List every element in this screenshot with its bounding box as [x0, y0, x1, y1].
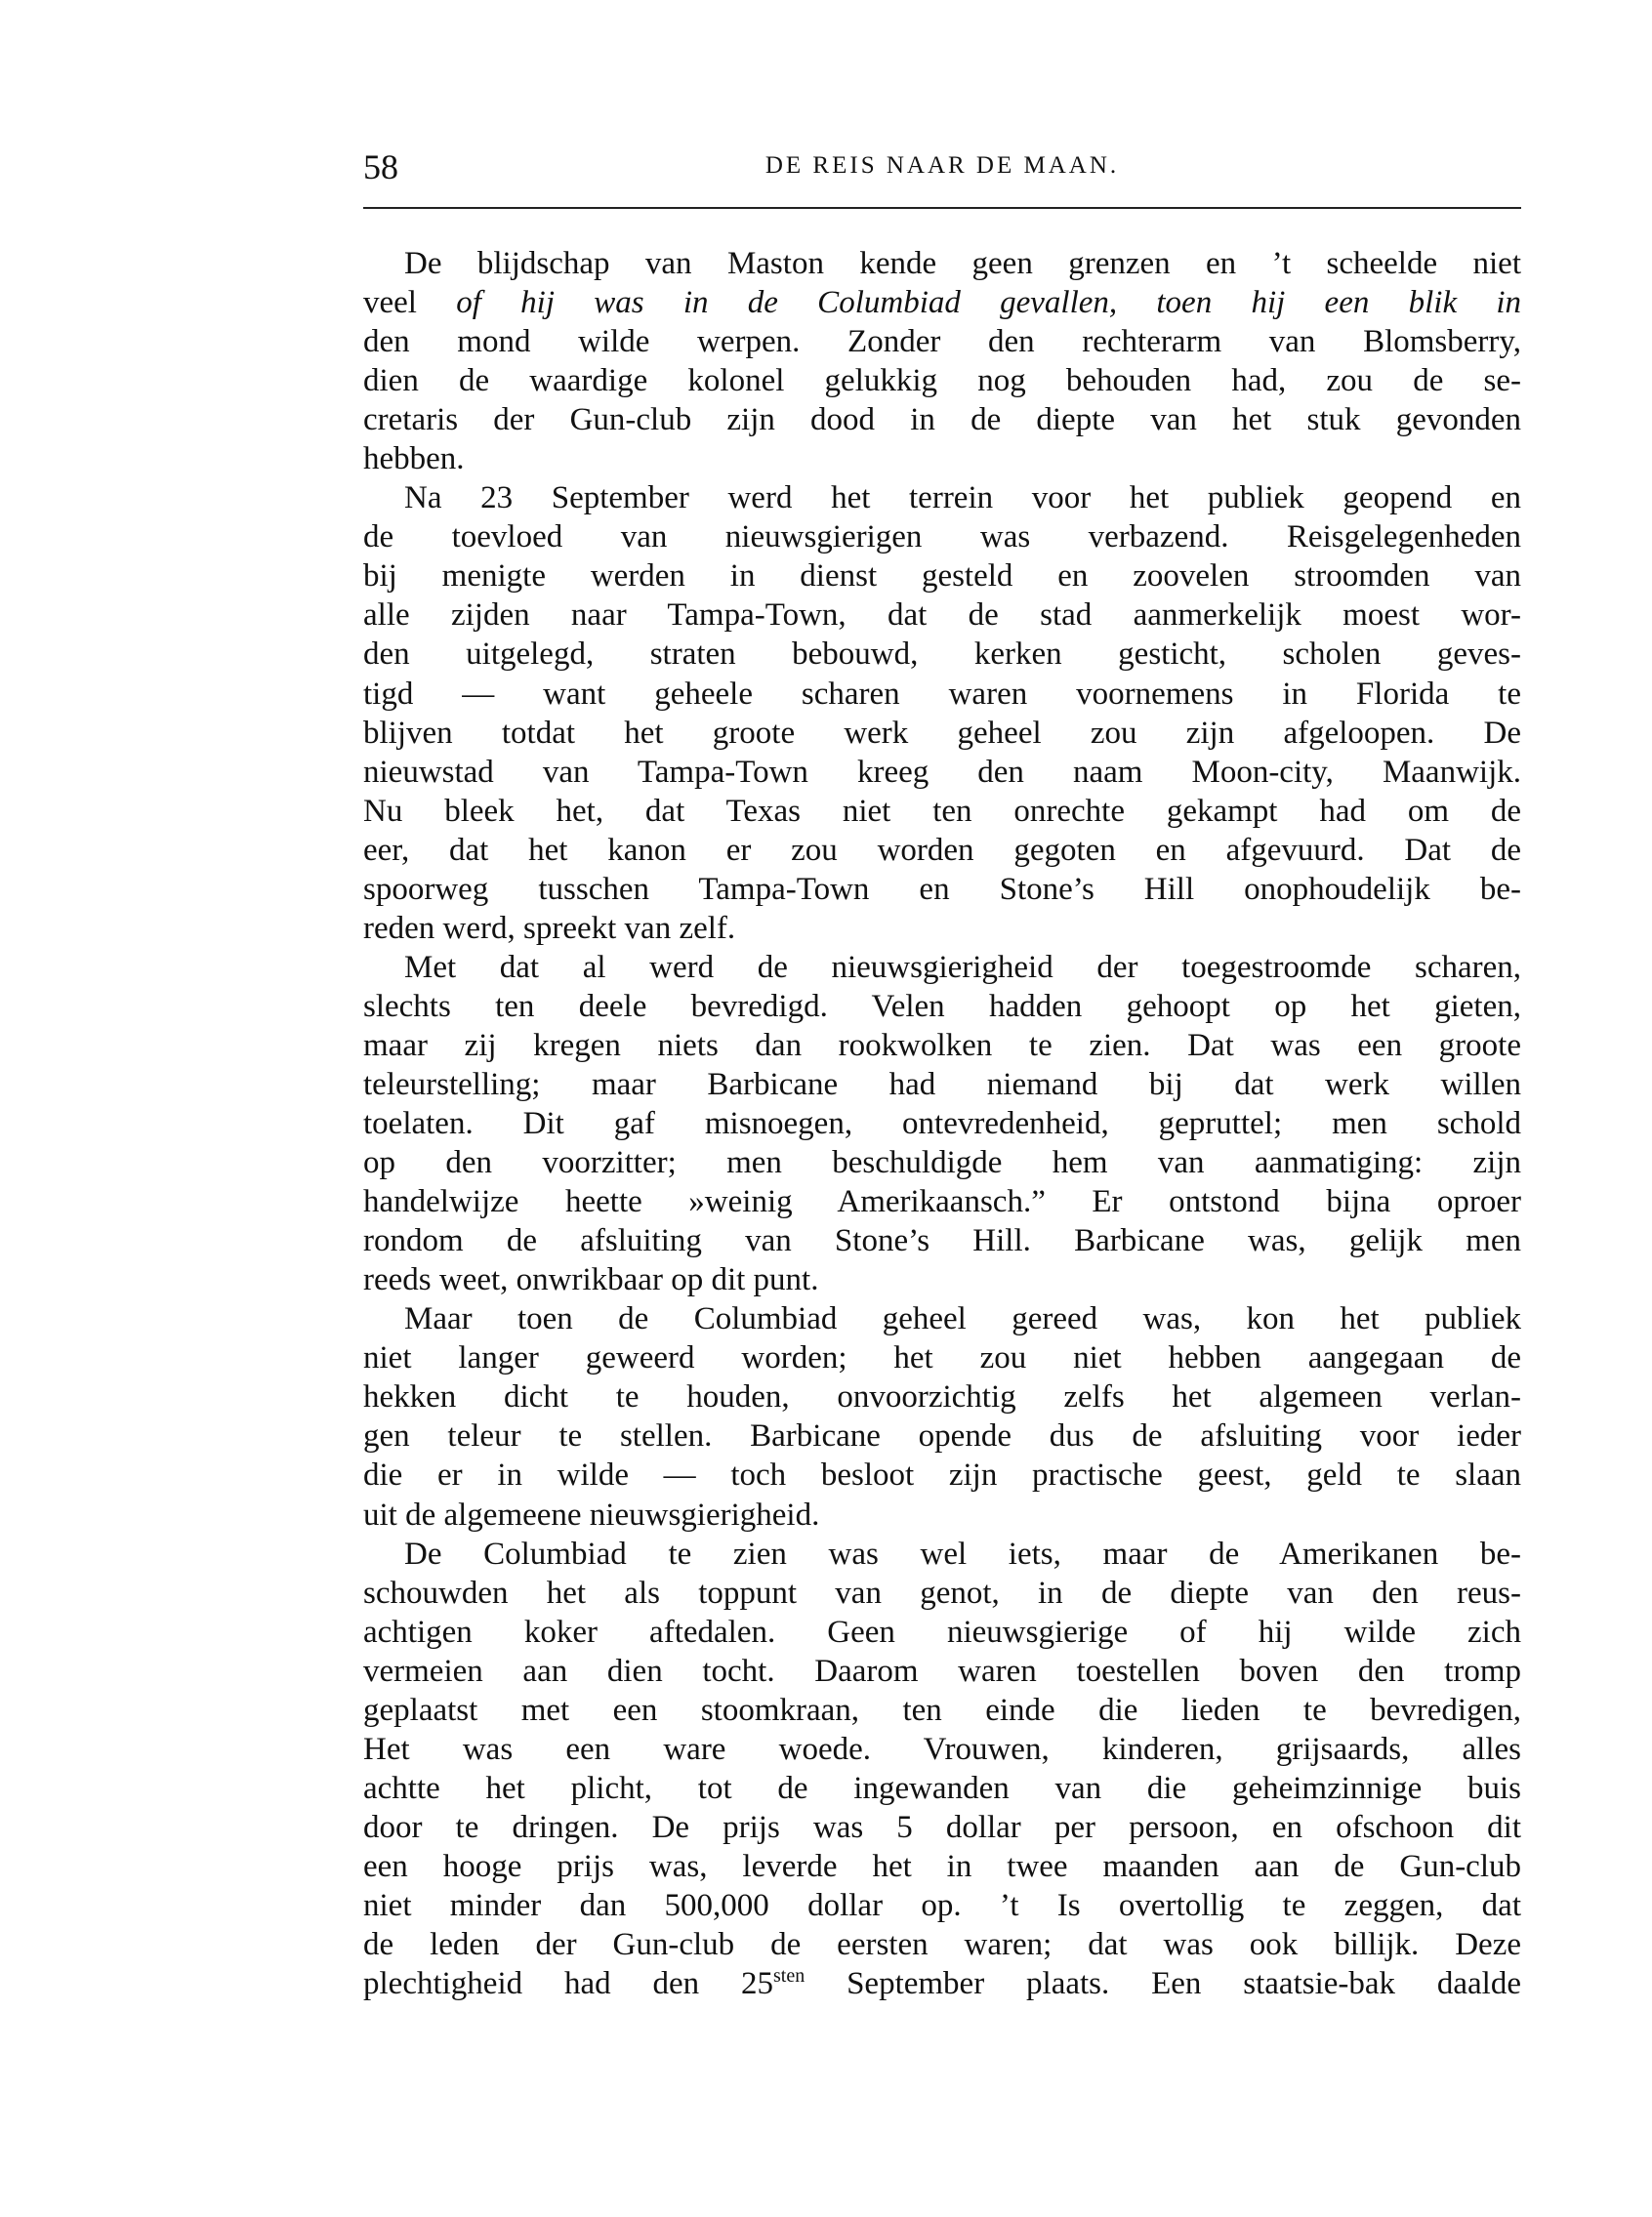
text-line — [363, 1886, 1521, 1925]
text-segment: blijven totdat het groote werk geheel zou zijn afgeloopen. De — [363, 715, 1521, 751]
text-line — [363, 1182, 1521, 1221]
text-segment: schouwden het als toppunt van genot, in de diepte van den reus- — [363, 1575, 1521, 1611]
text-segment: den mond wilde werpen. Zonder den rechterarm van Blomsberry, — [363, 324, 1521, 360]
text-line — [363, 1299, 1521, 1338]
text-line — [363, 635, 1521, 674]
text-line — [363, 1456, 1521, 1495]
text-line — [363, 1026, 1521, 1065]
text-segment: gen teleur te stellen. Barbicane opende dus de afsluiting voor ieder — [363, 1418, 1521, 1455]
text-segment: niet minder dan 500,000 dollar op. ’t Is overtollig te zeggen, dat — [363, 1887, 1521, 1923]
text-segment: een hooge prijs was, leverde het in twee maanden aan de Gun-club — [363, 1848, 1521, 1884]
text-segment: nieuwstad van Tampa-Town kreeg den naam Moon-city, Maanwijk. — [363, 754, 1521, 790]
text-line — [363, 1416, 1521, 1456]
text-line — [363, 1964, 1521, 2003]
paragraph — [363, 478, 1521, 948]
text-line — [363, 400, 1521, 439]
italic-text: of hij was in de Columbiad gevallen, toen hij een blik in — [456, 285, 1522, 321]
text-line — [363, 517, 1521, 556]
text-line — [363, 1104, 1521, 1143]
text-line — [363, 831, 1521, 870]
running-title: DE REIS NAAR DE MAAN. — [764, 152, 1120, 179]
text-line — [363, 556, 1521, 595]
text-line — [363, 987, 1521, 1026]
text-segment: De blijdschap van Maston kende geen grenzen en ’t scheelde niet — [404, 246, 1521, 281]
text-segment: De Columbiad te zien was wel iets, maar de Amerikanen be- — [404, 1536, 1521, 1572]
text-segment: alle zijden naar Tampa-Town, dat de stad aanmerkelijk moest wor- — [363, 597, 1521, 634]
paragraph — [363, 948, 1521, 1299]
text-segment: achtigen koker aftedalen. Geen nieuwsgierige of hij wilde zich — [363, 1614, 1521, 1650]
text-line — [363, 1496, 1521, 1535]
page-number: 58 — [363, 147, 398, 186]
text-line — [363, 322, 1521, 361]
text-segment: handelwijze heette »weinig Amerikaansch.” Er ontstond bijna oproer — [363, 1184, 1521, 1220]
text-segment: op den voorzitter; men beschuldigde hem van aanmatiging: zijn — [363, 1145, 1521, 1181]
text-line — [363, 1613, 1521, 1652]
text-segment: Nu bleek het, dat Texas niet ten onrechte gekampt had om de — [363, 793, 1521, 829]
text-segment: hekken dicht te houden, onvoorzichtig zelfs het algemeen verlan- — [363, 1379, 1521, 1416]
paragraph — [363, 1299, 1521, 1534]
running-header — [363, 146, 1521, 189]
text-segment: cretaris der Gun-club zijn dood in de diepte van het stuk gevonden — [363, 402, 1521, 438]
text-segment: geplaatst met een stoomkraan, ten einde die lieden te bevredigen, — [363, 1692, 1521, 1728]
text-segment: bij menigte werden in dienst gesteld en zoovelen stroomden van — [363, 558, 1521, 595]
text-line — [363, 283, 1521, 322]
text-line — [363, 1535, 1521, 1574]
text-segment: eer, dat het kanon er zou worden gegoten en afgevuurd. Dat de — [363, 832, 1521, 868]
text-line — [363, 1769, 1521, 1808]
text-line — [363, 244, 1521, 283]
text-segment: Maar toen de Columbiad geheel gereed was, kon het publiek — [404, 1301, 1521, 1337]
text-line — [363, 1691, 1521, 1730]
text-segment: slechts ten deele bevredigd. Velen hadden gehoopt op het gieten, — [363, 988, 1521, 1024]
text-segment: achtte het plicht, tot de ingewanden van die geheimzinnige buis — [363, 1770, 1521, 1806]
text-segment: Het was een ware woede. Vrouwen, kinderen, grijsaards, alles — [363, 1731, 1521, 1767]
text-segment: veel — [363, 285, 417, 321]
text-line — [363, 361, 1521, 400]
text-line — [363, 792, 1521, 831]
text-line — [363, 1730, 1521, 1769]
text-line — [363, 1338, 1521, 1377]
text-line — [363, 675, 1521, 714]
text-line — [363, 714, 1521, 753]
page-body — [363, 244, 1521, 2003]
text-segment: uit de algemeene nieuwsgierigheid. — [363, 1497, 820, 1533]
text-line — [363, 1652, 1521, 1691]
header-rule — [363, 207, 1521, 209]
text-line — [363, 1847, 1521, 1886]
text-line — [363, 1377, 1521, 1416]
text-segment: rondom de afsluiting van Stone’s Hill. Barbicane was, gelijk men — [363, 1223, 1521, 1259]
paragraph — [363, 244, 1521, 478]
text-line — [363, 1260, 1521, 1299]
text-line — [363, 478, 1521, 517]
text-segment: niet langer geweerd worden; het zou niet hebben aangegaan de — [363, 1340, 1521, 1376]
text-segment: tigd — want geheele scharen waren voornemens in Florida te — [363, 676, 1521, 712]
text-segment: toelaten. Dit gaf misnoegen, ontevredenheid, gepruttel; men schold — [363, 1106, 1521, 1142]
text-segment: reeds weet, onwrikbaar op dit punt. — [363, 1262, 819, 1298]
text-segment: den uitgelegd, straten bebouwd, kerken gesticht, scholen geves- — [363, 636, 1521, 673]
text-segment: de toevloed van nieuwsgierigen was verbazend. Reisgelegenheden — [363, 519, 1521, 555]
text-line — [363, 1925, 1521, 1964]
text-line — [363, 948, 1521, 987]
text-segment: teleurstelling; maar Barbicane had niemand bij dat werk willen — [363, 1066, 1521, 1102]
text-segment: maar zij kregen niets dan rookwolken te zien. Dat was een groote — [363, 1027, 1521, 1063]
text-line — [363, 1574, 1521, 1613]
text-line — [363, 1143, 1521, 1182]
text-segment: hebben. — [363, 441, 465, 477]
text-segment: September plaats. Een staatsie-bak daalde — [847, 1966, 1522, 2002]
text-segment: die er in wilde — toch besloot zijn practische geest, geld te slaan — [363, 1457, 1521, 1494]
text-segment: door te dringen. De prijs was 5 dollar per persoon, en ofschoon dit — [363, 1809, 1521, 1845]
text-segment: Met dat al werd de nieuwsgierigheid der toegestroomde scharen, — [404, 949, 1521, 985]
superscript-text: sten — [772, 1965, 805, 1988]
text-line — [363, 870, 1521, 909]
text-line — [363, 1065, 1521, 1104]
text-segment: plechtigheid had den 25 — [363, 1966, 773, 2002]
text-segment: dien de waardige kolonel gelukkig nog behouden had, zou de se- — [363, 363, 1521, 399]
text-line — [363, 1808, 1521, 1847]
text-segment: Na 23 September werd het terrein voor het publiek geopend en — [404, 480, 1521, 516]
text-line — [363, 753, 1521, 792]
text-line — [363, 1221, 1521, 1260]
text-line — [363, 439, 1521, 478]
text-segment: de leden der Gun-club de eersten waren; dat was ook billijk. Deze — [363, 1927, 1521, 1963]
text-segment: reden werd, spreekt van zelf. — [363, 910, 736, 946]
text-line — [363, 595, 1521, 635]
text-segment: spoorweg tusschen Tampa-Town en Stone’s Hill onophoudelijk be- — [363, 871, 1521, 907]
paragraph — [363, 1535, 1521, 2004]
text-segment: vermeien aan dien tocht. Daarom waren toestellen boven den tromp — [363, 1653, 1521, 1689]
text-line — [363, 909, 1521, 948]
